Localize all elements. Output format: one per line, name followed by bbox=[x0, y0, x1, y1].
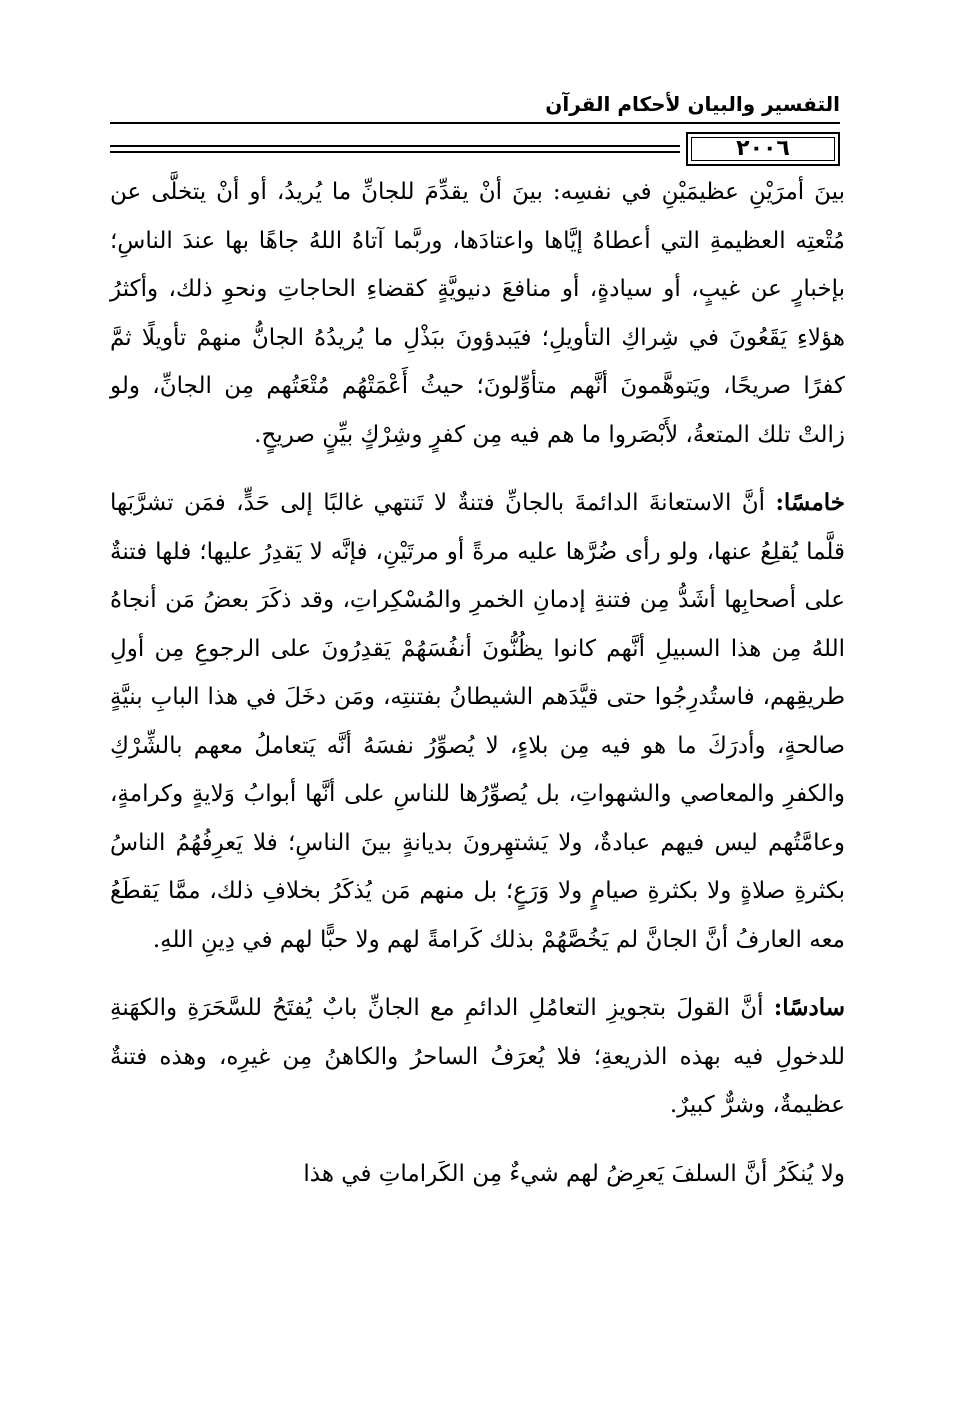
paragraph-gap bbox=[110, 1130, 845, 1150]
header-row bbox=[110, 132, 840, 166]
header-rule bbox=[110, 122, 840, 124]
paragraph-text: ولا يُنكَرُ أنَّ السلفَ يَعرِضُ لهم شيءٌ مِن الكَراماتِ في هذا bbox=[303, 1160, 845, 1187]
paragraph-text: أنَّ القولَ بتجويزِ التعامُلِ الدائمِ مع الجانِّ بابٌ يُفتَحُ للسَّحَرَةِ والكهَنةِ للدخولِ فيه بهذه الذريعةِ؛ فلا يُعرَفُ الساحرُ والكاهنُ مِن غيرِه، وهذه فتنةٌ عظيمةٌ، وشرٌّ كبيرٌ. bbox=[110, 995, 845, 1118]
paragraph-lead: سادسًا: bbox=[773, 994, 846, 1021]
page-number: ٢٠٠٦ bbox=[686, 132, 840, 166]
running-title: التفسير والبيان لأحكام القرآن bbox=[545, 92, 840, 116]
paragraph-text: أنَّ الاستعانةَ الدائمةَ بالجانِّ فتنةٌ لا تَنتهي غالبًا إلى حَدٍّ، فمَن تشرَّبَها قلَّما يُقلِعُ عنها، ولو رأى ضُرَّها عليه مرةً أو مرتَيْنِ، فإنَّه لا يَقدِرُ عليها؛ فلها فتنةٌ على أصحابِها أشَدُّ مِن فتنةِ إدمانِ الخمرِ والمُسْكِراتِ، وقد ذكَرَ بعضُ مَن أنجاهُ اللهُ مِن هذا السبيلِ أنَّهم كانوا يظُنُّونَ أنفُسَهُمْ يَقدِرُونَ على الرجوعِ مِن أولِ طريقِهم، فاستُدرِجُوا حتى قيَّدَهم الشيطانُ بفتنتِه، ومَن دخَلَ في هذا البابِ بنيَّةٍ صالحةٍ، وأدرَكَ ما هو فيه مِن بلاءٍ، لا يُصوِّرُ نفسَهُ أنَّه يَتعاملُ معهم بالشِّرْكِ والكفرِ والمعاصي والشهواتِ، بل يُصوِّرُها للناسِ على أنَّها أبوابُ وَلايةٍ وكرامةٍ، وعامَّتُهم ليس فيهم عبادةٌ، ولا يَشتهِرونَ بديانةٍ بينَ الناسِ؛ فلا يَعرِفُهُمُ الناسُ بكثرةِ صلاةٍ ولا بكثرةِ صيامٍ ولا وَرَعٍ؛ بل منهم مَن يُذكَرُ بخلافِ ذلك، ممَّا يَقطَعُ معه العارفُ أنَّ الجانَّ لم يَخُصَّهُمْ بذلك كَرامةً لهم ولا حبًّا لهم في دِينِ اللهِ. bbox=[110, 490, 845, 953]
header-double-rule bbox=[110, 145, 680, 147]
paragraph-4 bbox=[110, 1150, 845, 1199]
paragraph-2 bbox=[110, 479, 845, 964]
paragraph-1 bbox=[110, 168, 845, 459]
paragraph-gap bbox=[110, 964, 845, 984]
body-text bbox=[110, 168, 845, 1198]
page-header bbox=[110, 92, 840, 162]
paragraph-3 bbox=[110, 984, 845, 1130]
paragraph-text: بينَ أمرَيْنِ عظيمَيْنِ في نفسِه: بينَ أنْ يقدِّمَ للجانِّ ما يُريدُ، أو أنْ يتخلَّى عن مُتْعتِه العظيمةِ التي أعطاهُ إيَّاها واعتادَها، وربَّما آتاهُ اللهُ جاهًا بها عندَ الناسِ؛ بإخبارٍ عن غيبٍ، أو سيادةٍ، أو منافعَ دنيويَّةٍ كقضاءِ الحاجاتِ ونحوِ ذلك، وأكثرُ هؤلاءِ يَقَعُونَ في شِراكِ التأويلِ؛ فيَبدؤونَ ببَذْلِ ما يُريدُهُ الجانُّ منهمْ تأويلًا ثمَّ كفرًا صريحًا، ويَتوهَّمونَ أنَّهم متأوِّلونَ؛ حيثُ أَعْمَتْهُم مُتْعَتُهم مِن الجانِّ، ولو زالتْ تلك المتعةُ، لأَبْصَروا ما هم فيه مِن كفرٍ وشِرْكٍ بيِّنٍ صريحٍ. bbox=[110, 179, 845, 448]
paragraph-lead: خامسًا: bbox=[775, 489, 845, 516]
header-double-rule-lower bbox=[110, 151, 680, 153]
paragraph-gap bbox=[110, 459, 845, 479]
